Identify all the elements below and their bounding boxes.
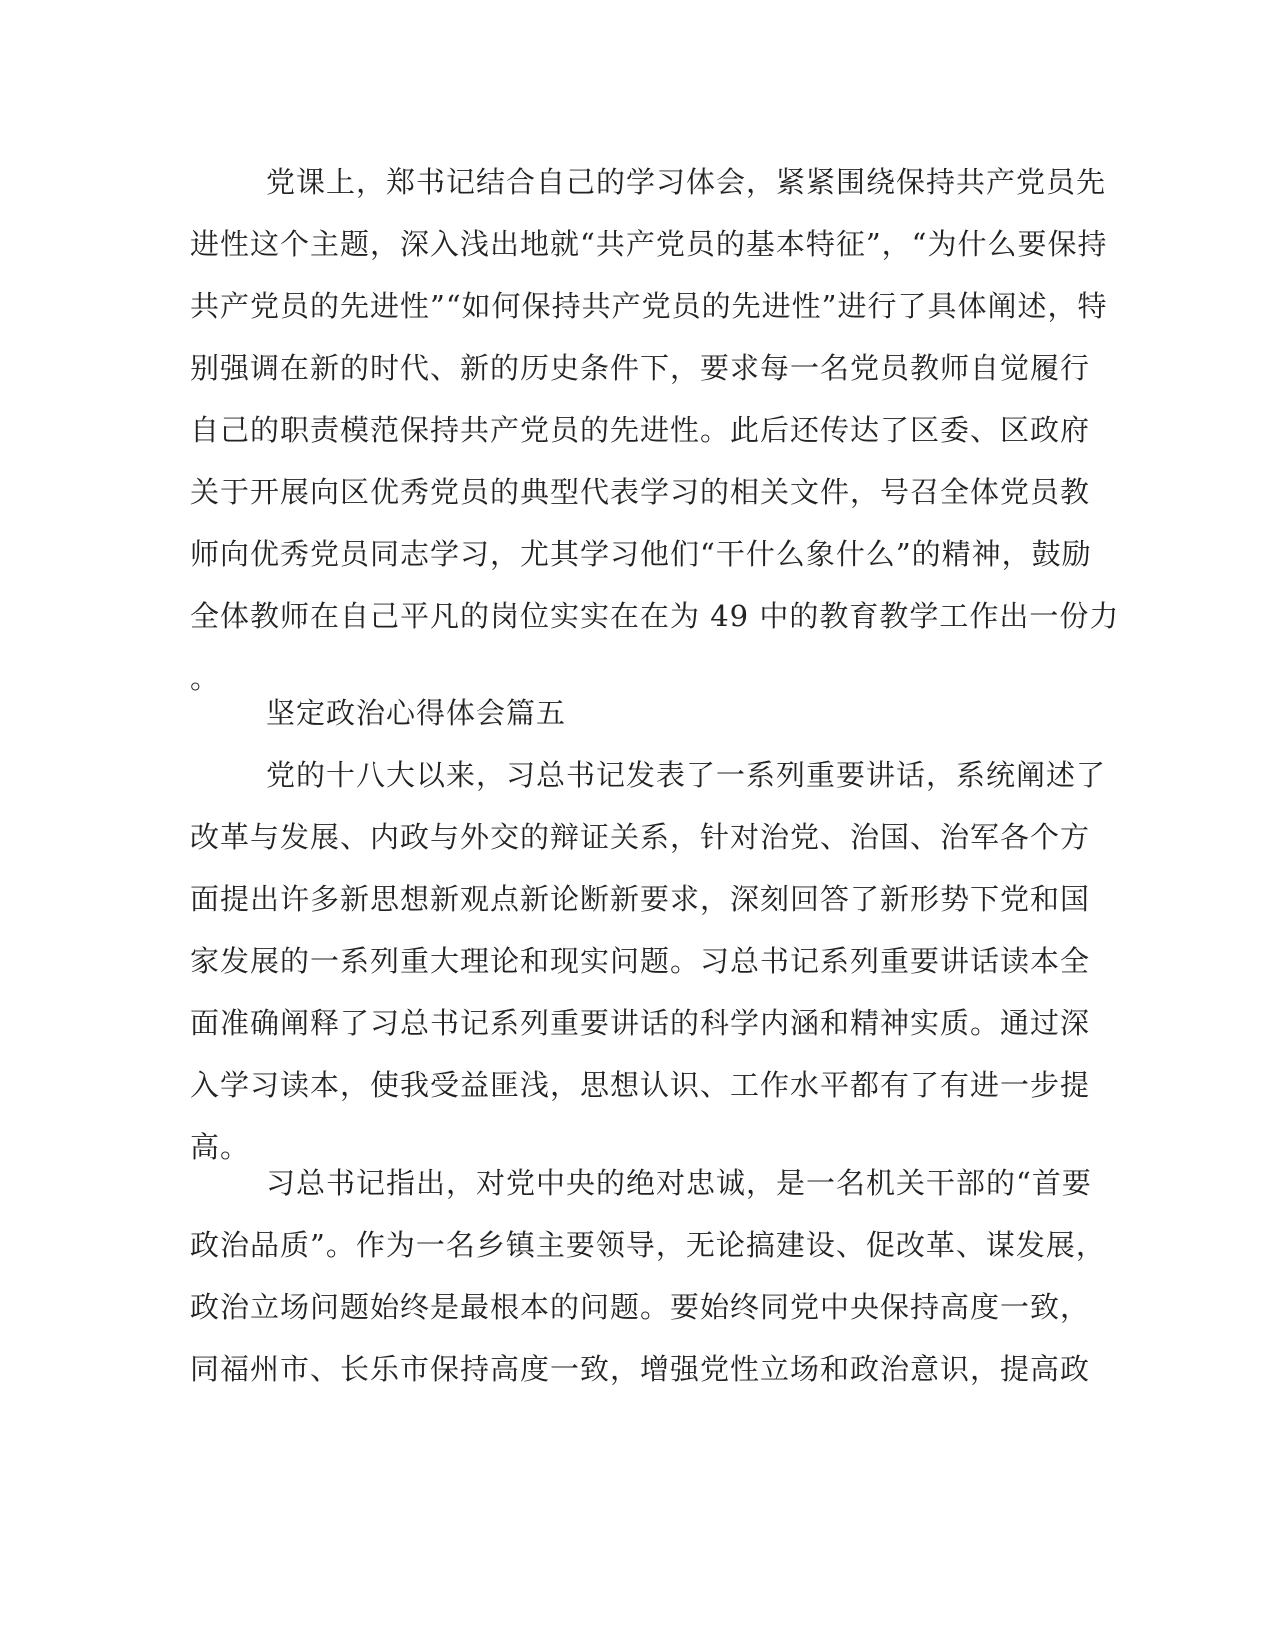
paragraph-line: 同福州市、长乐市保持高度一致，增强党性立场和政治意识，提高政: [190, 1352, 1091, 1386]
paragraph-2: [190, 744, 1107, 1178]
paragraph-line: 家发展的一系列重大理论和现实问题。习总书记系列重要讲话读本全: [190, 944, 1091, 978]
paragraph-line: 师向优秀党员同志学习，尤其学习他们“干什么象什么”的精神，鼓励: [190, 537, 1092, 571]
paragraph-line: 自己的职责模范保持共产党员的先进性。此后还传达了区委、区政府: [190, 413, 1091, 447]
paragraph-line: 。: [190, 661, 221, 695]
paragraph-line: 入学习读本，使我受益匪浅，思想认识、工作水平都有了有进一步提: [190, 1068, 1091, 1102]
paragraph-line: 习总书记指出，对党中央的绝对忠诚，是一名机关干部的“首要: [266, 1166, 1092, 1200]
paragraph-line: 关于开展向区优秀党员的典型代表学习的相关文件，号召全体党员教: [190, 475, 1091, 509]
paragraph-3: [190, 1152, 1106, 1400]
section-heading-block: [190, 682, 1080, 744]
paragraph-line: 政治立场问题始终是最根本的问题。要始终同党中央保持高度一致，: [190, 1290, 1091, 1324]
paragraph-line: 面提出许多新思想新观点新论断新要求，深刻回答了新形势下党和国: [190, 882, 1091, 916]
paragraph-line: 政治品质”。作为一名乡镇主要领导，无论搞建设、促改革、谋发展，: [190, 1228, 1106, 1262]
paragraph-1: [190, 151, 1120, 709]
paragraph-line: 共产党员的先进性”“如何保持共产党员的先进性”进行了具体阐述，特: [190, 289, 1108, 323]
paragraph-line: 党课上，郑书记结合自己的学习体会，紧紧围绕保持共产党员先: [266, 165, 1107, 199]
paragraph-line: 党的十八大以来，习总书记发表了一系列重要讲话，系统阐述了: [266, 758, 1107, 792]
paragraph-line: 进性这个主题，深入浅出地就“共产党员的基本特征”，“为什么要保持: [190, 227, 1108, 261]
paragraph-line: 别强调在新的时代、新的历史条件下，要求每一名党员教师自觉履行: [190, 351, 1091, 385]
paragraph-line: 面准确阐释了习总书记系列重要讲话的科学内涵和精神实质。通过深: [190, 1006, 1091, 1040]
paragraph-line: 改革与发展、内政与外交的辩证关系，针对治党、治国、治军各个方: [190, 820, 1091, 854]
paragraph-line: 高。: [190, 1130, 251, 1164]
paragraph-line: 全体教师在自己平凡的岗位实实在在为 49 中的教育教学工作出一份力: [190, 599, 1120, 633]
section-heading: 坚定政治心得体会篇五: [266, 696, 567, 730]
